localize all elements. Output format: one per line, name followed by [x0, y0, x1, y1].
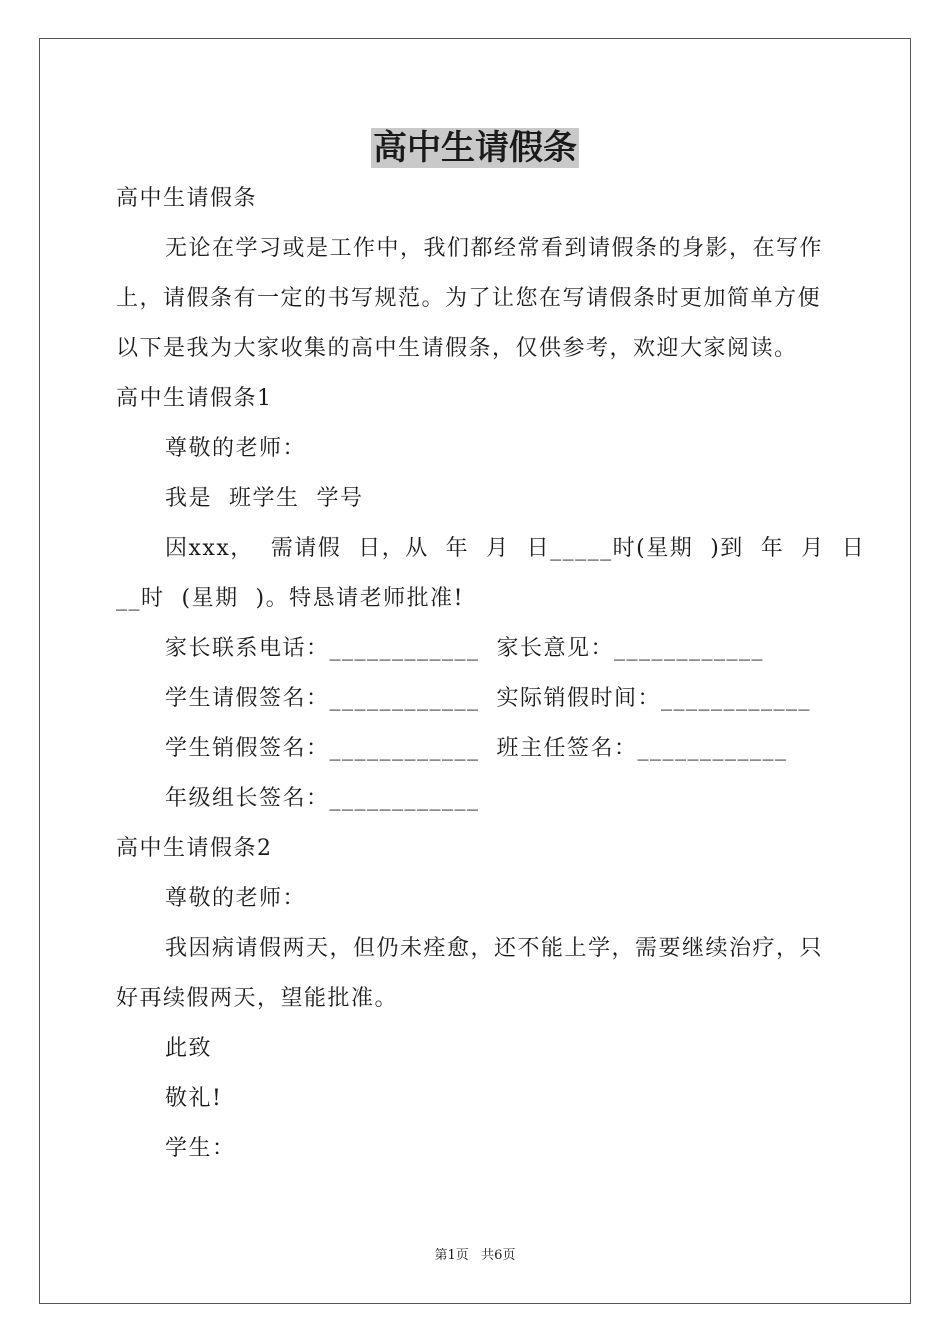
example-1-salutation: 尊敬的老师： — [165, 436, 307, 461]
example-2-salutation: 尊敬的老师： — [165, 886, 307, 911]
page-number-footer: 第1页 共6页 — [434, 1248, 516, 1263]
example-1-heading: 高中生请假条1 — [116, 386, 273, 411]
intro-paragraph-line-2: 上，请假条有一定的书写规范。为了让您在写请假条时更加简单方便 — [116, 286, 822, 311]
document-title — [0, 126, 950, 170]
student-return-signature-line: 学生销假签名：____________ 班主任签名：____________ — [165, 736, 788, 761]
example-2-heading: 高中生请假条2 — [116, 836, 273, 861]
section-heading: 高中生请假条 — [116, 186, 258, 211]
intro-paragraph-line-1: 无论在学习或是工作中，我们都经常看到请假条的身影，在写作 — [165, 236, 824, 261]
example-1-student-line: 我是 班学生 学号 — [165, 486, 364, 511]
closing-line: 此致 — [165, 1036, 213, 1061]
regards-line: 敬礼! — [165, 1086, 223, 1111]
student-leave-signature-line: 学生请假签名：____________ 实际销假时间：____________ — [165, 686, 811, 711]
example-1-reason-line-2: __时 (星期 )。特恳请老师批准! — [116, 586, 464, 611]
intro-paragraph-line-3: 以下是我为大家收集的高中生请假条，仅供参考，欢迎大家阅读。 — [116, 336, 798, 361]
example-2-body-line-2: 好再续假两天，望能批准。 — [116, 986, 399, 1011]
grade-leader-signature-line: 年级组长签名：____________ — [165, 786, 480, 811]
example-1-reason-line-1: 因xxx， 需请假 日，从 年 月 日_____时(星期 )到 年 月 日 — [165, 536, 866, 561]
page-border — [39, 38, 911, 1304]
document-title-text: 高中生请假条 — [373, 128, 577, 168]
example-2-body-line-1: 我因病请假两天，但仍未痊愈，还不能上学，需要继续治疗，只 — [165, 936, 824, 961]
student-signature-line: 学生： — [165, 1136, 236, 1161]
parent-contact-line: 家长联系电话：____________ 家长意见：____________ — [165, 636, 764, 661]
